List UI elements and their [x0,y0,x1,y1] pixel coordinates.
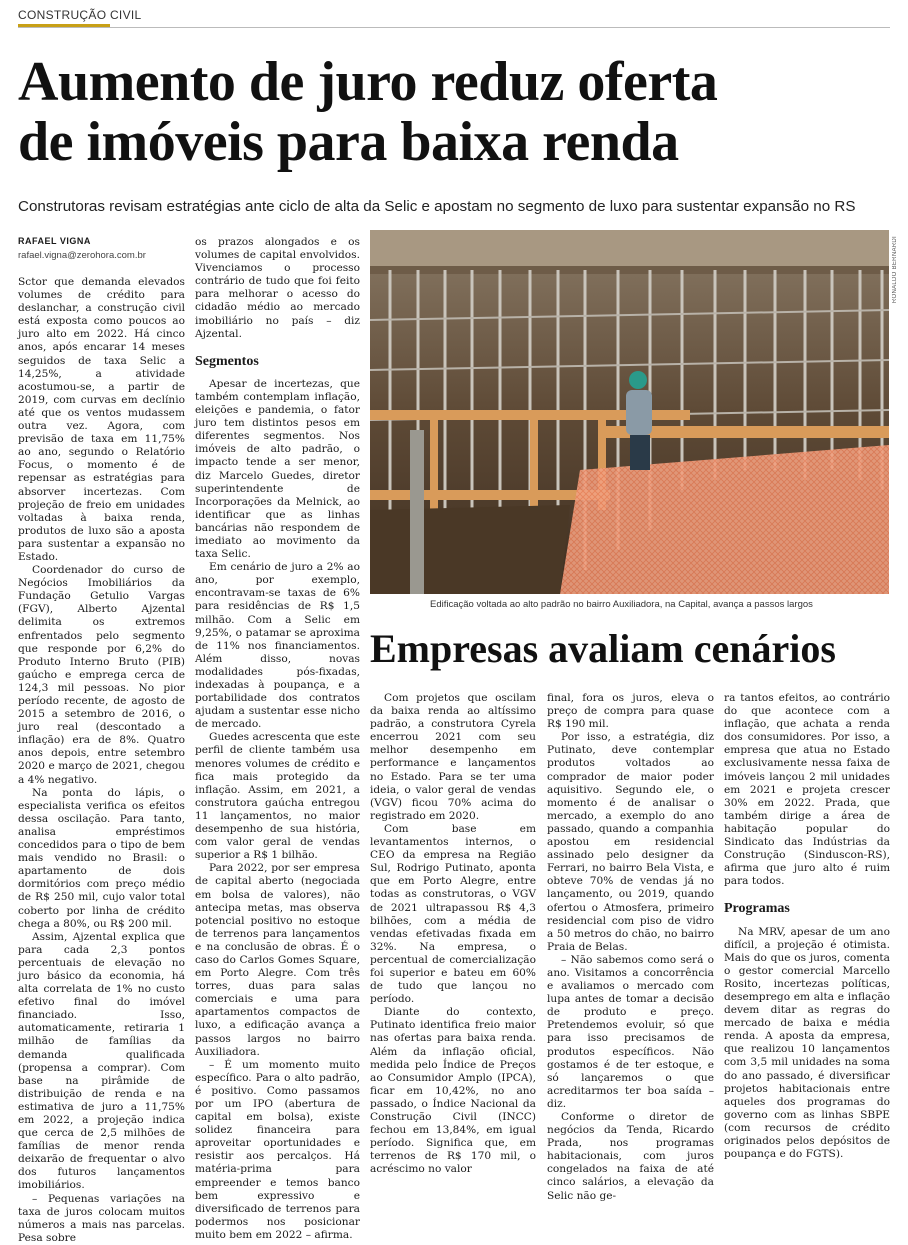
paragraph: – Pequenas variações na taxa de juros colocam muitos números a mais nas parcelas. Pesa sobre [18,1192,185,1244]
top-divider [18,27,890,28]
photo-caption: Edificação voltada ao alto padrão no bairro Auxiliadora, na Capital, avança a passos largos [430,599,813,610]
paragraph: Conforme o diretor de negócios da Tenda, Ricardo Prada, nos programas habitacionais, com juros congelados na faixa de até cinco salários, a elevação da Selic não ge- [547,1111,714,1202]
construction-photo [370,230,889,594]
headline [18,52,898,172]
paragraph: Guedes acrescenta que este perfil de cliente também usa menores volumes de crédito e fica mais protegido da inflação. Assim, em 2021, a construtora gaúcha entregou 11 lançamentos, no maior desempenho de sua história, com valor geral de vendas superior a R$ 1 bilhão. [195,731,360,862]
paragraph: – É um momento muito específico. Para o alto padrão, é positivo. Como passamos por um IPO (abertura de capital em bolsa), existe solidez financeira para aproveitar oportunidades e resistir aos percalços. Há matéria-prima para empreender e temos banco bem expressivo e diversificado de terrenos para podermos nos posicionar muito bem em 2022 – afirma. [195,1058,360,1241]
paragraph: Coordenador do curso de Negócios Imobiliários da Fundação Getulio Vargas (FGV), Alberto Ajzental delimita os extremos enfrentados pelo segmento que responde por 6,2% do Produto Interno Bruto (PIB) gaúcho e emprega cerca de 124,3 mil pessoas. No pior período recente, de agosto de 2015 a setembro de 2016, o juro real (descontado a inflação) era de 8%. Quatro anos depois, entre setembro 2020 e março de 2021, chegou a 4% negativo. [18,564,185,786]
article-column-2 [195,236,360,1242]
headline-line-1: Aumento de juro reduz oferta [18,51,718,113]
section-heading-segmentos: Segmentos [195,353,259,369]
article-column-4 [547,692,714,1203]
paragraph: Na MRV, apesar de um ano difícil, a projeção é otimista. Mais do que os juros, comenta o gestor comercial Marcello Rosito, incertezas políticas, desemprego em alta e inflação devem ditar as regras do mercado de baixa e média renda. A aposta da empresa, que realizou 10 lançamentos com 3,5 mil unidades na soma do ano passado, é diversificar projetos habitacionais entre aqueles dos programas do governo com as linhas SBPE (com recursos de crédito originados pelos depósitos de poupança e do FGTS). [724,925,890,1161]
section-heading-programas: Programas [724,901,790,917]
sub-headline: Empresas avaliam cenários [370,626,836,671]
byline-email: rafael.vigna@zerohora.com.br [18,250,146,261]
paragraph: Apesar de incertezas, que também contemplam inflação, eleições e pandemia, o fator juro tem distintos pesos em diferentes segmentos. Nos imóveis de alto padrão, o impacto tende a ser menor, diz Marcelo Guedes, diretor superintendente de Incorporações da Melnick, ao identificar que as linhas bancárias não respondem de imediato ao movimento da taxa Selic. [195,377,360,561]
headline-line-2: de imóveis para baixa renda [18,111,679,173]
paragraph: – Não sabemos como será o ano. Visitamos a concorrência e avaliamos o mercado com lupa antes de tomar a decisão de produto e preço. Pretendemos evoluir, só que para isso precisamos de produtos específicos. Não gostamos é de ter estoque, e só lançaremos o que acreditarmos ter boa saída – diz. [547,953,714,1110]
paragraph: Com projetos que oscilam da baixa renda ao altíssimo padrão, a construtora Cyrela encerrou 2021 com seu melhor desempenho em performance e lançamentos no Estado. Para se ter uma ideia, o valor geral de vendas (VGV) ficou 70% acima do registrado em 2020. [370,692,536,822]
paragraph: Na ponta do lápis, o especialista verifica os efeitos dessa oscilação. Para tanto, analisa empréstimos concedidos para o tipo de bem mais vendido no Brasil: o apartamento de dois dormitórios com preço médio de R$ 250 mil, cujo valor total coberto por linha de crédito chega a 80%, ou R$ 200 mil. [18,786,185,930]
article-column-3 [370,692,536,1176]
photo-credit: RONALDO BERNARDI [892,236,898,304]
paragraph: Com base em levantamentos internos, o CEO da empresa na Região Sul, Rodrigo Putinato, aponta que em Porto Alegre, entre todas as construtoras, o VGV de 2021 ultrapassou R$ 4,3 bilhões, com a média de vendas efetivadas fixada em 32%. Na empresa, o percentual de comercialização foi superior e bateu em 60% de tudo que lançou no período. [370,822,536,1006]
subheadline: Construtoras revisam estratégias ante ciclo de alta da Selic e apostam no segmento de luxo para sustentar expansão no RS [18,198,856,215]
section-label: CONSTRUÇÃO CIVIL [18,8,142,22]
paragraph: Sctor que demanda elevados volumes de crédito para deslanchar, a construção civil está exposta como poucos ao juro alto em 2022. Há cinco anos, após encarar 14 meses seguidos de taxa Selic a 14,25%, a atividade acostumou-se, a partir de 2019, com curvas em declínio até que os ventos mudassem outra vez. Agora, com previsão de taxa em 11,75% ao ano, segundo o Relatório Focus, o momento é de repensar as estratégias para absorver incertezas. Com projeção de freio em unidades voltadas à baixa renda, produtos de luxo são a aposta para sustentar a expansão no Estado. [18,276,185,563]
paragraph: Diante do contexto, Putinato identifica freio maior nas ofertas para baixa renda. Além da inflação oficial, medida pelo Índice de Preços ao Consumidor Amplo (IPCA), ficar em 10,42%, no ano passado, o Índice Nacional da Construção Civil (INCC) fechou em 13,84%, em igual período. Significa que, em terrenos de R$ 170 mil, o acréscimo no valor [370,1006,536,1176]
paragraph: Em cenário de juro a 2% ao ano, por exemplo, encontravam-se taxas de 6% para residências de R$ 1,5 milhão. Com a Selic em 9,25%, o patamar se aproxima de 11% nos financiamentos. Além disso, novas modalidades pós-fixadas, indexadas à poupança, e a portabilidade dos contratos ajudam a sustentar esse nicho de mercado. [195,561,360,731]
article-column-5 [724,692,890,1161]
paragraph: Assim, Ajzental explica que para cada 2,3 pontos percentuais de elevação no juro básico da economia, há alta correlata de 1% no custo efetivo final do imóvel financiado. Isso, automaticamente, retiraria 1 milhão de famílias da demanda qualificada (propensa a comprar). Com base na pirâmide de distribuição de renda e na estimativa de juro a 11,75% em 2022, a projeção indica que cerca de 2,5 milhões de famílias de menor renda deixarão de frequentar o alvo dos futuros lançamentos imobiliários. [18,930,185,1192]
paragraph: os prazos alongados e os volumes de capital envolvidos. Vivenciamos o processo contrário de tudo que foi feito para melhorar o acesso do cidadão médio ao mercado imobiliário no país – diz Ajzental. [195,236,360,340]
paragraph: ra tantos efeitos, ao contrário do que acontece com a inflação, que achata a renda dos consumidores. Por isso, a empresa que atua no Estado exclusivamente nessa faixa de imóveis lançou 2 mil unidades em 2021 e projeta crescer 30% em 2022. Prada, que também dirige a área de habitação popular do Sindicato das Indústrias da Construção (Sinduscon-RS), afirma que juro alto é ruim para todos. [724,692,890,888]
paragraph: Por isso, a estratégia, diz Putinato, deve contemplar produtos voltados ao comprador de maior poder aquisitivo. Segundo ele, o momento é de analisar o mercado, a exemplo do ano passado, quando a companhia apostou em residencial assinado pelo designer da Ferrari, no bairro Bela Vista, e obteve 70% de vendas já no lançamento, ou 2019, quando ofertou o Atmosfera, primeiro residencial com piso de vidro a 50 metros do chão, no bairro Praia de Belas. [547,731,714,953]
byline-author: RAFAEL VIGNA [18,236,91,246]
paragraph: Para 2022, por ser empresa de capital aberto (negociada em bolsa de valores), não antecipa metas, mas observa potencial positivo no estoque de terrenos para lançamentos e na conclusão de obras. É o caso do Carlos Gomes Square, em Porto Alegre. Com três torres, duas para salas comerciais e uma para apartamentos compactos de luxo, a edificação avança a passos largos no bairro Auxiliadora. [195,862,360,1058]
article-column-1 [18,276,185,1245]
paragraph: final, fora os juros, eleva o preço de compra para quase R$ 190 mil. [547,692,714,731]
